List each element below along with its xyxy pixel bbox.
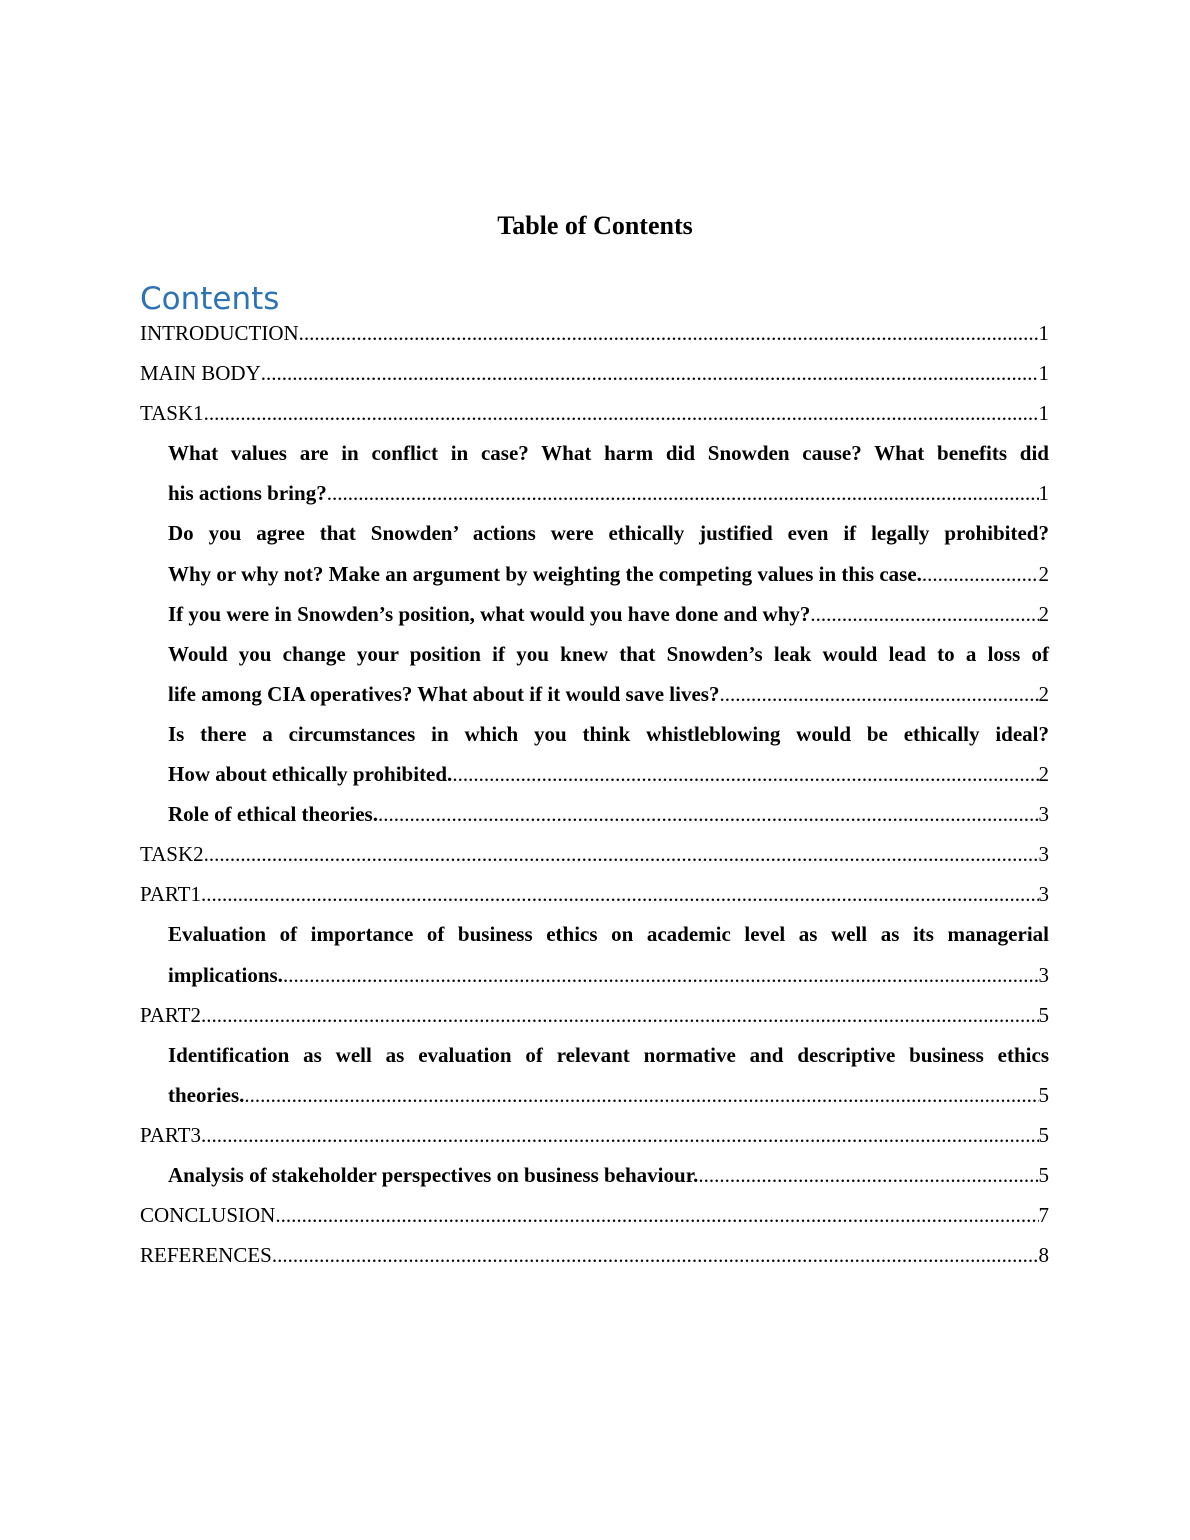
toc-entry-title: Analysis of stakeholder perspectives on business behaviour. [168,1162,699,1187]
toc-entry-title: TASK2 [140,842,204,867]
toc-entry-title: TASK1 [140,401,204,426]
toc-entry-title: CONCLUSION [140,1203,276,1228]
toc-page-number: 2 [1038,762,1049,787]
dot-leader [299,313,1039,353]
contents-heading: Contents [140,281,280,317]
dot-leader [204,393,1039,433]
toc-entry-business-ethics-importance[interactable] [168,914,1049,994]
toc-entry-title: implications. [168,962,283,987]
toc-entry-introduction[interactable] [140,313,1049,353]
dot-leader [922,554,1039,594]
toc-entry-title: MAIN BODY [140,361,261,386]
toc-page-number: 5 [1038,1002,1049,1027]
dot-leader [719,674,1038,714]
dot-leader [201,995,1039,1035]
toc-entry-part3[interactable] [140,1115,1049,1155]
toc-page-number: 5 [1038,1122,1049,1147]
toc-entry-references[interactable] [140,1235,1049,1275]
toc-entry-task1[interactable] [140,393,1049,433]
dot-leader [275,1195,1038,1235]
dot-leader [244,1075,1038,1115]
dot-leader [261,353,1039,393]
toc-page-number: 3 [1038,802,1049,827]
toc-entry-title: PART2 [140,1002,201,1027]
dot-leader [452,754,1038,794]
toc-entry-change-position[interactable] [168,634,1049,714]
toc-page-number: 2 [1038,601,1049,626]
dot-leader [272,1235,1039,1275]
toc-entry-task2[interactable] [140,834,1049,874]
toc-entry-title-line: Evaluation of importance of business ethics on academic level as well as its managerial [168,922,1049,947]
toc-entry-part2[interactable] [140,995,1049,1035]
toc-page-number: 5 [1038,1082,1049,1107]
toc-page-number: 3 [1038,842,1049,867]
toc-entry-title: theories. [168,1082,245,1107]
toc-page-number: 2 [1038,561,1049,586]
toc-entry-title: REFERENCES [140,1243,272,1268]
toc-entry-title: PART3 [140,1122,201,1147]
dot-leader [810,594,1038,634]
toc-entry-title: Why or why not? Make an argument by weighting the competing values in this case. [168,561,922,586]
dot-leader [378,794,1039,834]
dot-leader [204,834,1039,874]
toc-page-number: 1 [1038,401,1049,426]
toc-entry-main-body[interactable] [140,353,1049,393]
toc-page-number: 7 [1038,1203,1049,1228]
toc-entry-snowden-position[interactable] [168,594,1049,634]
toc-entry-whistleblowing[interactable] [168,714,1049,794]
toc-entry-title-line: Identification as well as evaluation of relevant normative and descriptive business ethics [168,1042,1049,1067]
page-title: Table of Contents [497,211,693,240]
toc-entry-title: PART1 [140,882,201,907]
toc-entry-normative-theories[interactable] [168,1035,1049,1115]
dot-leader [327,473,1039,513]
toc-entry-ethically-justified[interactable] [168,513,1049,593]
toc-entry-title: INTRODUCTION [140,321,299,345]
toc-entry-title-line: Would you change your position if you knew that Snowden’s leak would lead to a loss of [168,641,1049,666]
toc-page-number: 5 [1038,1162,1049,1187]
toc-page-number: 3 [1038,882,1049,907]
toc-entry-title: his actions bring? [168,481,327,506]
toc-page-number: 8 [1038,1243,1049,1268]
dot-leader [698,1155,1038,1195]
toc-page-number: 1 [1038,361,1049,386]
toc-entry-title-line: Do you agree that Snowden’ actions were ethically justified even if legally prohibited? [168,521,1049,546]
toc-entry-title: How about ethically prohibited. [168,762,453,787]
toc-entry-part1[interactable] [140,874,1049,914]
toc-entry-stakeholder-perspectives[interactable] [168,1155,1049,1195]
toc-entry-title-line: What values are in conflict in case? What harm did Snowden cause? What benefits did [168,441,1049,466]
dot-leader [283,955,1039,995]
toc-entry-title-line: Is there a circumstances in which you think whistleblowing would be ethically ideal? [168,721,1049,746]
toc-entry-title: Role of ethical theories. [168,802,378,827]
toc-entry-title: If you were in Snowden’s position, what would you have done and why? [168,601,811,626]
toc-entry-conclusion[interactable] [140,1195,1049,1235]
toc-page-number: 1 [1038,481,1049,506]
toc-entry-title: life among CIA operatives? What about if it would save lives? [168,681,720,706]
toc-page-number: 1 [1038,321,1049,345]
toc-page-number: 3 [1038,962,1049,987]
toc-entry-values-in-conflict[interactable] [168,433,1049,513]
toc-page-number: 2 [1038,681,1049,706]
dot-leader [201,874,1039,914]
table-of-contents [140,313,1049,1275]
toc-entry-ethical-theories[interactable] [168,794,1049,834]
dot-leader [201,1115,1039,1155]
